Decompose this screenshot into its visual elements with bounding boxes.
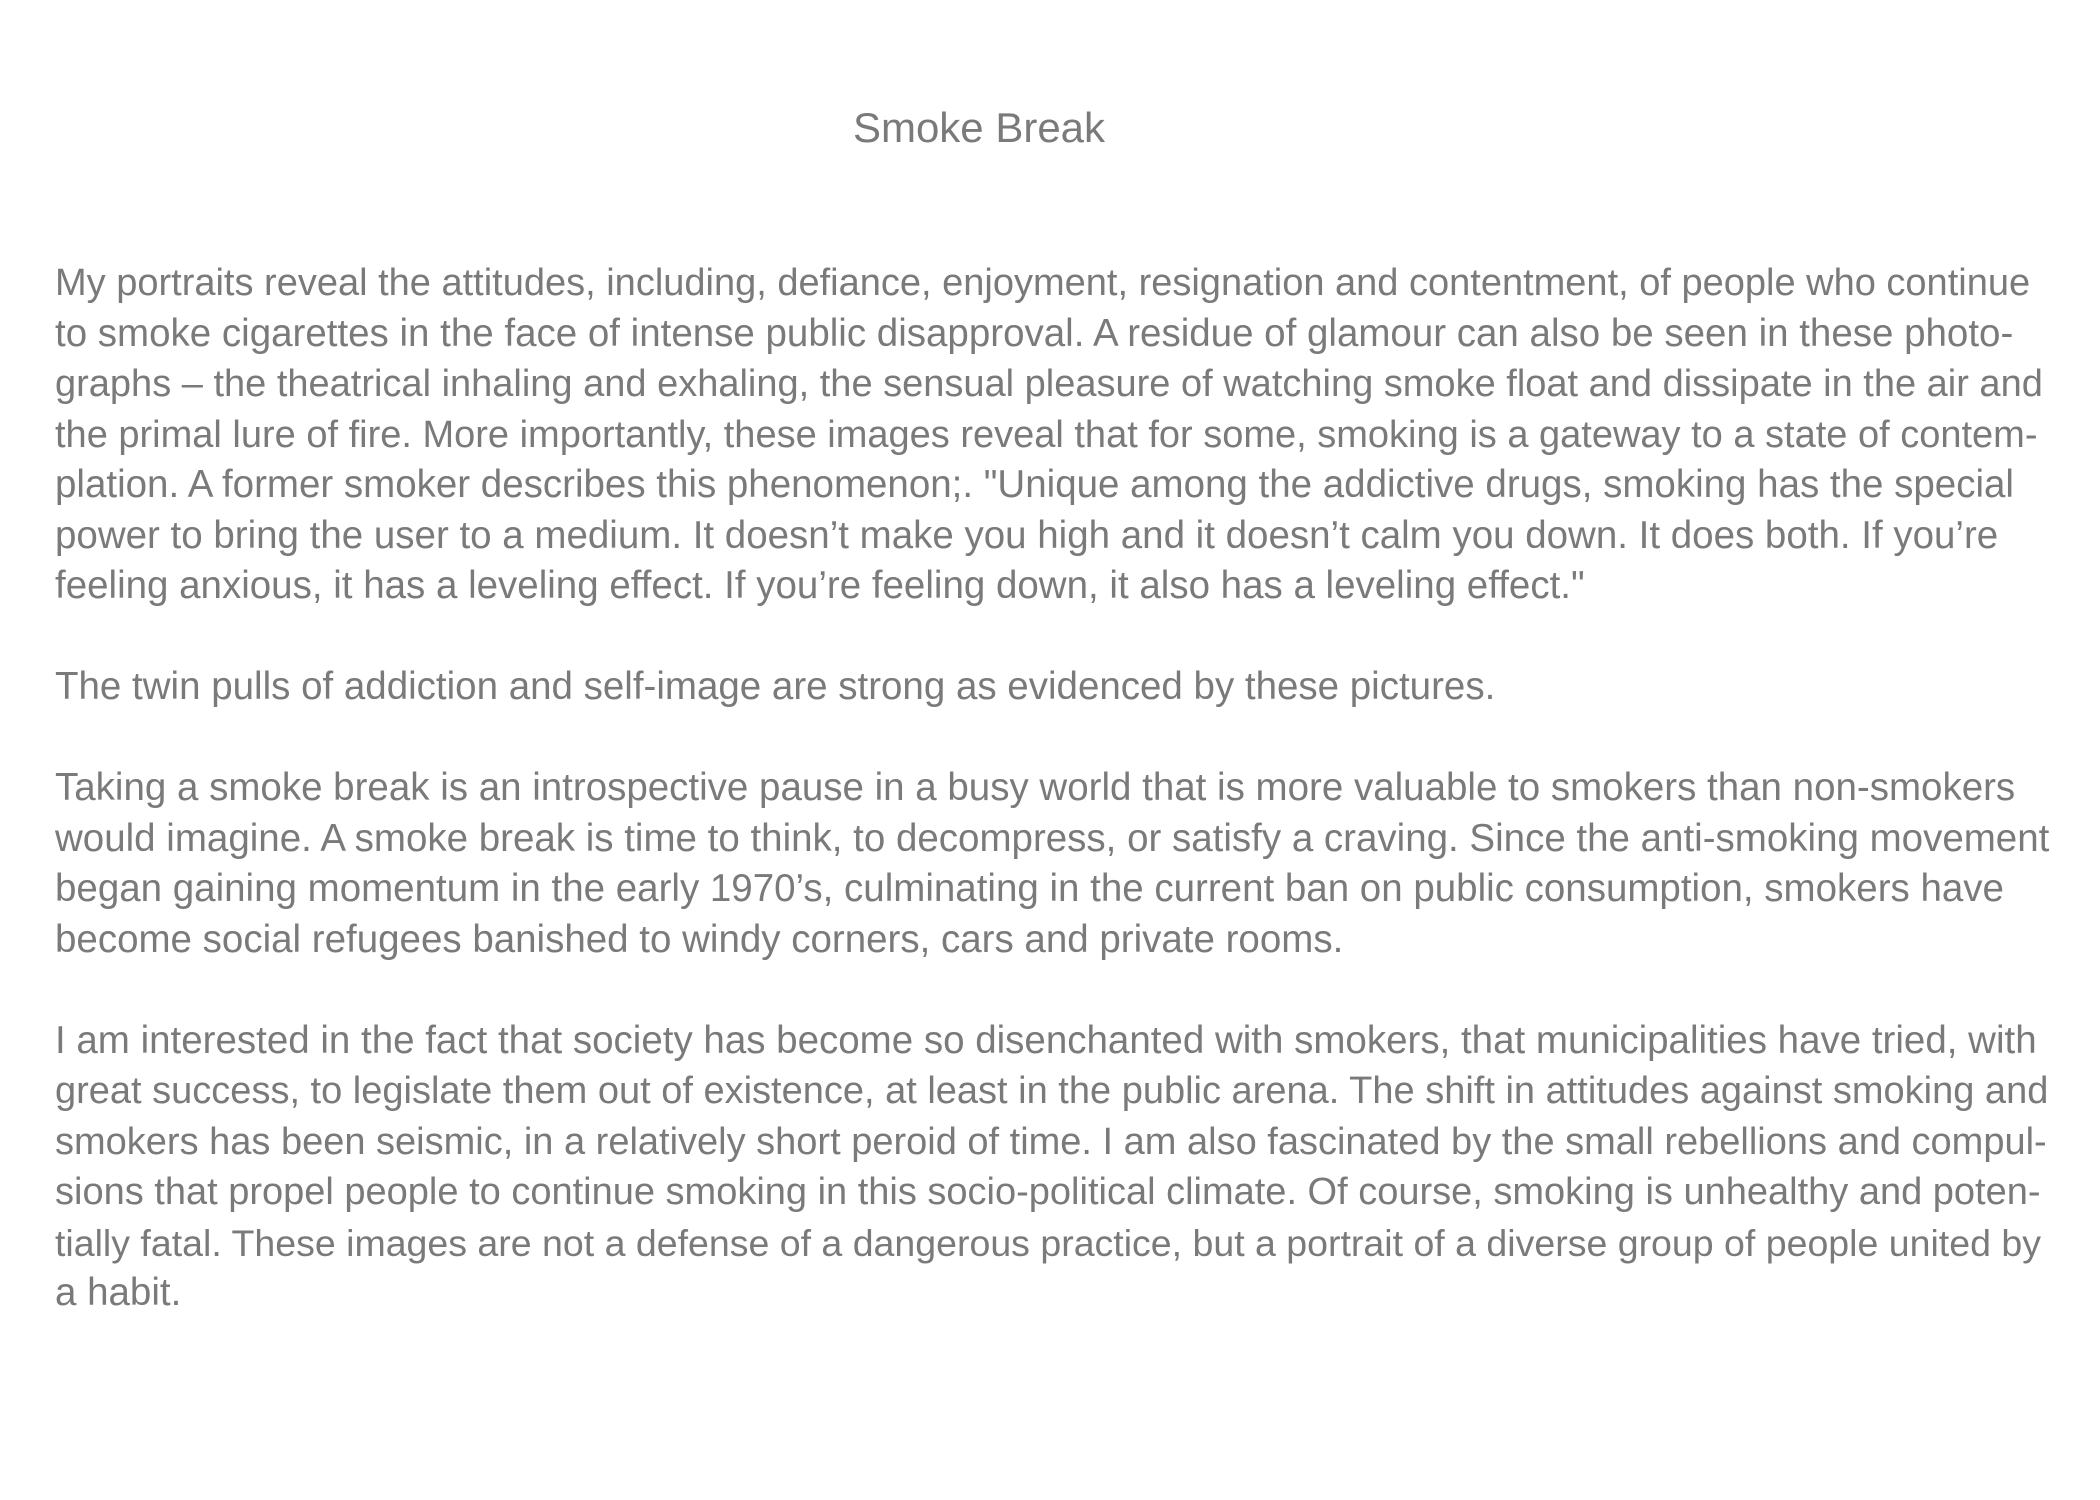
- text-line: the primal lure of fire. More importantly, these images reveal that for some, smoking is a gateway to a state of contem-: [55, 413, 2038, 456]
- paragraph-intro: [55, 258, 2055, 612]
- text-line: great success, to legislate them out of existence, at least in the public arena. The shift in attitudes against smoking and: [55, 1070, 2049, 1112]
- text-line: a habit.: [55, 1271, 182, 1314]
- text-line: to smoke cigarettes in the face of intense public disapproval. A residue of glamour can also be seen in these photo-: [55, 311, 2014, 355]
- text-line: power to bring the user to a medium. It doesn’t make you high and it doesn’t calm you down. It does both. If you’re: [55, 513, 1999, 557]
- text-line: graphs – the theatrical inhaling and exhaling, the sensual pleasure of watching smoke float and dissipate in the air and: [55, 363, 2043, 405]
- text-line: began gaining momentum in the early 1970’s, culminating in the current ban on public consumption, smokers have: [55, 867, 2004, 910]
- text-line: feeling anxious, it has a leveling effect. If you’re feeling down, it also has a leveling effect.": [55, 564, 1585, 607]
- text-line: The twin pulls of addiction and self-image are strong as evidenced by these pictures.: [55, 665, 1496, 708]
- text-line: would imagine. A smoke break is time to think, to decompress, or satisfy a craving. Since the anti-smoking movement: [55, 816, 2050, 860]
- text-line: I am interested in the fact that society has become so disenchanted with smokers, that municipalities have tried, with: [55, 1018, 2037, 1062]
- page-title: Smoke Break: [852, 104, 1106, 151]
- paragraph-society: [55, 1016, 2055, 1319]
- text-line: smokers has been seismic, in a relatively short peroid of time. I am also fascinated by the small rebellions and compul-: [55, 1120, 2047, 1163]
- text-line: Taking a smoke break is an introspective pause in a busy world that is more valuable to smokers than non-smokers: [55, 766, 2016, 809]
- text-line: become social refugees banished to windy corners, cars and private rooms.: [55, 917, 1344, 961]
- text-line: plation. A former smoker describes this phenomenon;. "Unique among the addictive drugs, smoking has the special: [55, 463, 2014, 506]
- paragraph-twin-pulls: [55, 662, 2055, 713]
- text-line: sions that propel people to continue smoking in this socio-political climate. Of course, smoking is unhealthy and poten-: [55, 1171, 2041, 1213]
- text-line: My portraits reveal the attitudes, including, defiance, enjoyment, resignation and contentment, of people who continue: [55, 262, 2031, 304]
- text-line: tially fatal. These images are not a defense of a dangerous practice, but a portrait of a diverse group of people united by: [55, 1221, 2041, 1264]
- body-text: [55, 258, 2055, 1369]
- paragraph-smoke-break: [55, 763, 2055, 965]
